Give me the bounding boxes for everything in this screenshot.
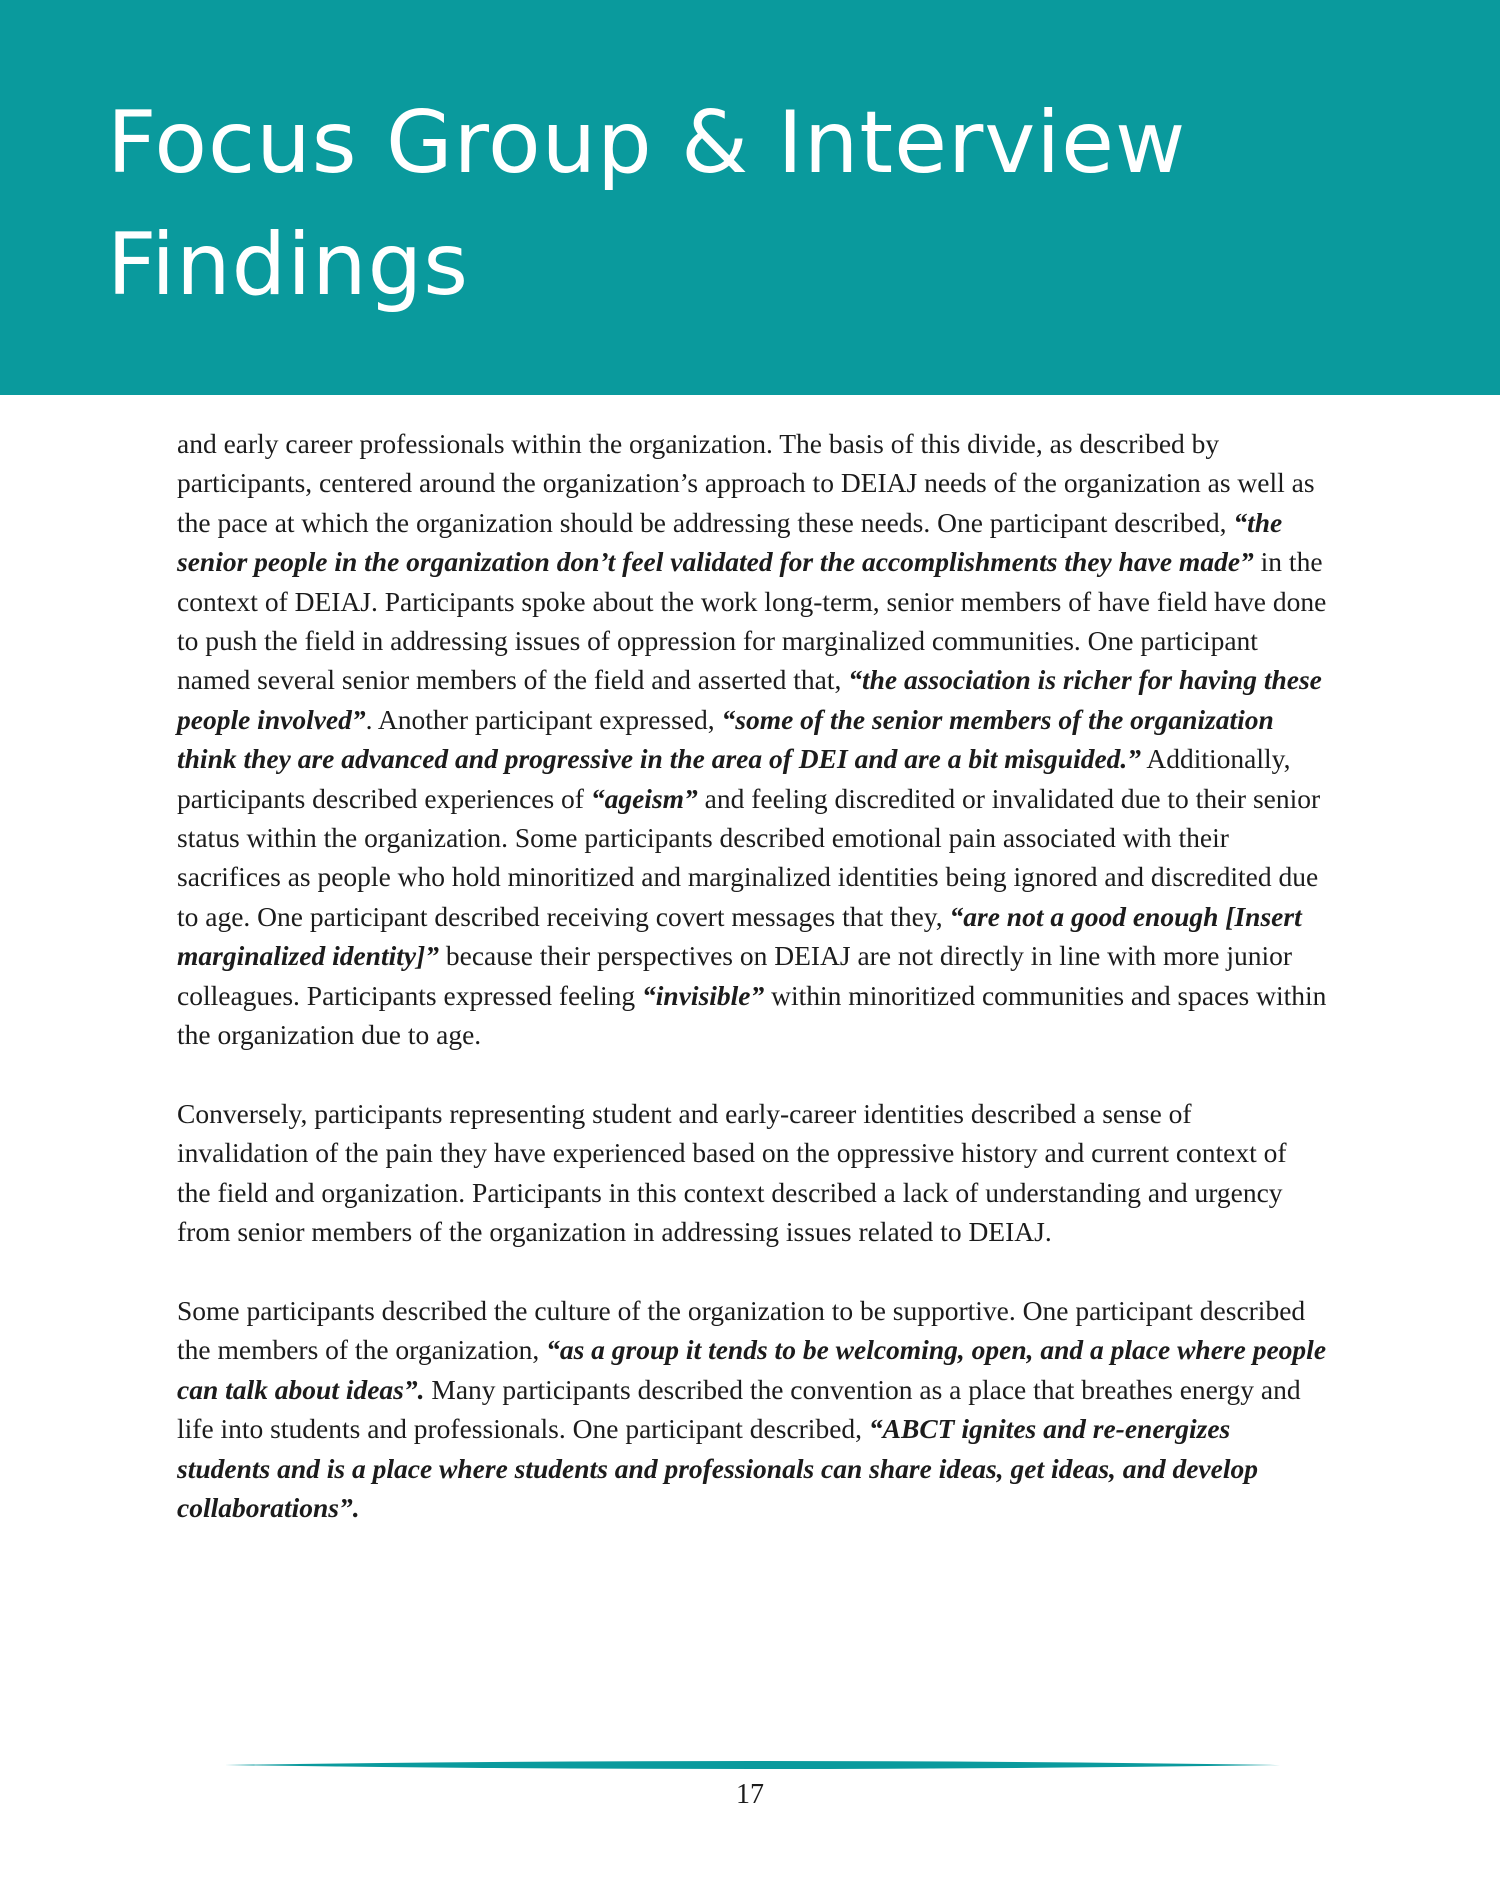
paragraph-early-career [177, 1094, 1327, 1252]
text-run: Some participants described the culture of the organization to be supportive. One participant described the members of the organization, [177, 1294, 1306, 1366]
quote: “as a group it tends to be welcoming, open, and a place where people can talk about ideas”. [177, 1334, 1327, 1405]
page-title [107, 82, 1407, 326]
header-band [0, 0, 1500, 395]
quote: “invisible” [642, 979, 765, 1011]
body-text [177, 424, 1327, 1527]
quote: “the senior people in the organization don’t feel validated for the accomplishments they have made” [177, 506, 1283, 578]
text-run: within minoritized communities and spaces within the organization due to age. [177, 979, 1327, 1051]
text-run: because their perspectives on DEIAJ are not directly in line with more junior colleagues. Participants expressed feeling [177, 940, 1293, 1011]
text-run: and early career professionals within the organization. The basis of this divide, as described by participants, centered around the organization’s approach to DEIAJ needs of the organization as well as the pace at which the organization should be addressing these needs. One participant described, [177, 428, 1315, 538]
quote: “are not a good enough [Insert marginalized identity]” [177, 900, 1302, 972]
paragraph-senior-members [177, 424, 1327, 1055]
quote: “the association is richer for having these people involved” [177, 664, 1322, 735]
page-title-line-1: Focus Group & Interview [107, 93, 1187, 193]
quote: “ageism” [590, 782, 698, 814]
quote: “ABCT ignites and re-energizes students and is a place where students and professionals can share ideas, get ideas, and develop collaborations”. [177, 1413, 1258, 1523]
text-run: . Another participant expressed, [365, 703, 722, 735]
text-run: Conversely, participants representing student and early-career identities described a sense of invalidation of the pain they have experienced based on the oppressive history and current context of the field and organization. Participants in this context described a lack of understanding and urgency from senior members of the organization in addressing issues related to DEIAJ. [177, 1097, 1287, 1248]
page-number: 17 [736, 1779, 764, 1810]
text-run: Additionally, participants described experiences of [177, 743, 1291, 814]
footer-divider-swoosh [225, 1761, 1280, 1769]
quote: “some of the senior members of the organization think they are advanced and progressive in the area of DEI and are a bit misguided.” [177, 703, 1274, 775]
text-run: Many participants described the convention as a place that breathes energy and life into students and professionals. One participant described, [177, 1373, 1301, 1445]
footer-divider [225, 1758, 1280, 1772]
text-run: and feeling discredited or invalidated due to their senior status within the organization. Some participants described emotional pain associated with their sacrifices as people who hold minoritized and marginalized identities being ignored and discredited due to age. One participant described receiving covert messages that they, [177, 782, 1321, 932]
page-title-line-2: Findings [107, 215, 469, 315]
text-run: in the context of DEIAJ. Participants spoke about the work long-term, senior members of have field have done to push the field in addressing issues of oppression for marginalized communities. One participant named several senior members of the field and asserted that, [177, 546, 1327, 696]
paragraph-supportive-culture [177, 1291, 1327, 1527]
